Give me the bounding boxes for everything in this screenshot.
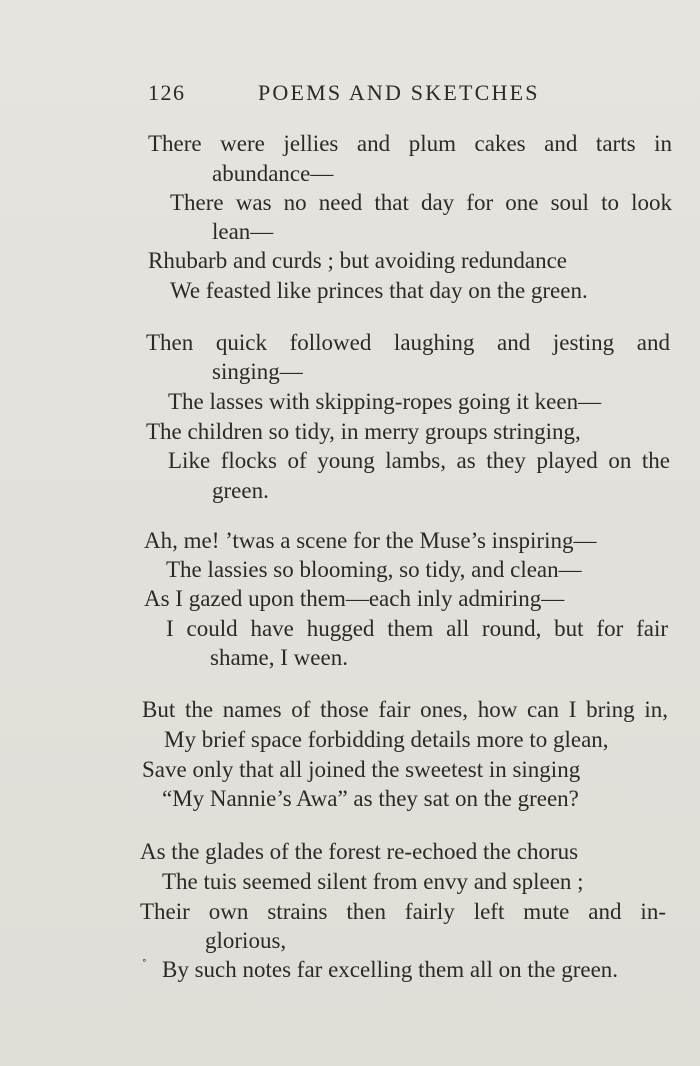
stanza-1-line-4: We feasted like princes that day on the green. bbox=[170, 278, 588, 303]
stanza-5-line-1: As the glades of the forest re-echoed the chorus bbox=[140, 839, 579, 864]
stanza-2-line-4: Like flocks of young lambs, as they played on the bbox=[168, 448, 670, 473]
stanza-2-line-1-continuation: singing— bbox=[212, 359, 303, 384]
stanza-3-line-2: The lassies so blooming, so tidy, and clean— bbox=[166, 557, 582, 582]
stanza-5-line-3: Their own strains then fairly left mute and in- bbox=[140, 899, 666, 924]
stanza-4-line-4: “My Nannie’s Awa” as they sat on the green? bbox=[162, 786, 579, 811]
stanza-3-line-3: As I gazed upon them—each inly admiring— bbox=[144, 586, 565, 611]
stanza-1-line-3: Rhubarb and curds ; but avoiding redundance bbox=[148, 248, 567, 273]
stanza-2-line-3: The children so tidy, in merry groups stringing, bbox=[146, 419, 581, 444]
stanza-5-line-4: By such notes far excelling them all on the green. bbox=[162, 957, 619, 982]
stanza-4-line-2: My brief space forbidding details more to glean, bbox=[164, 727, 609, 752]
running-head: POEMS AND SKETCHES bbox=[258, 80, 540, 105]
stanza-1-line-1-continuation: abundance— bbox=[212, 161, 334, 186]
stanza-1-line-1: There were jellies and plum cakes and tarts in bbox=[148, 131, 672, 156]
stanza-2-line-2: The lasses with skipping-ropes going it keen— bbox=[168, 389, 602, 414]
stanza-2-line-4-continuation: green. bbox=[212, 478, 269, 503]
stanza-3-line-1: Ah, me! ’twas a scene for the Muse’s inspiring— bbox=[144, 528, 597, 553]
stanza-2-line-1: Then quick followed laughing and jesting and bbox=[146, 330, 670, 355]
stanza-5-line-2: The tuis seemed silent from envy and spleen ; bbox=[162, 869, 584, 894]
page-header bbox=[148, 80, 578, 110]
stanza-4-line-1: But the names of those fair ones, how can I bring in, bbox=[142, 697, 668, 722]
stanza-3-line-4: I could have hugged them all round, but for fair bbox=[166, 616, 668, 641]
stanza-1-line-2: There was no need that day for one soul to look bbox=[170, 190, 672, 215]
stanza-4-line-3: Save only that all joined the sweetest in singing bbox=[142, 757, 581, 782]
stanza-5-line-3-continuation: glorious, bbox=[205, 928, 287, 953]
stanza-1-line-2-continuation: lean— bbox=[212, 219, 274, 244]
page-number: 126 bbox=[148, 80, 186, 105]
stray-print-mark: ˚ bbox=[142, 958, 147, 973]
stanza-3-line-4-continuation: shame, I ween. bbox=[210, 645, 348, 670]
